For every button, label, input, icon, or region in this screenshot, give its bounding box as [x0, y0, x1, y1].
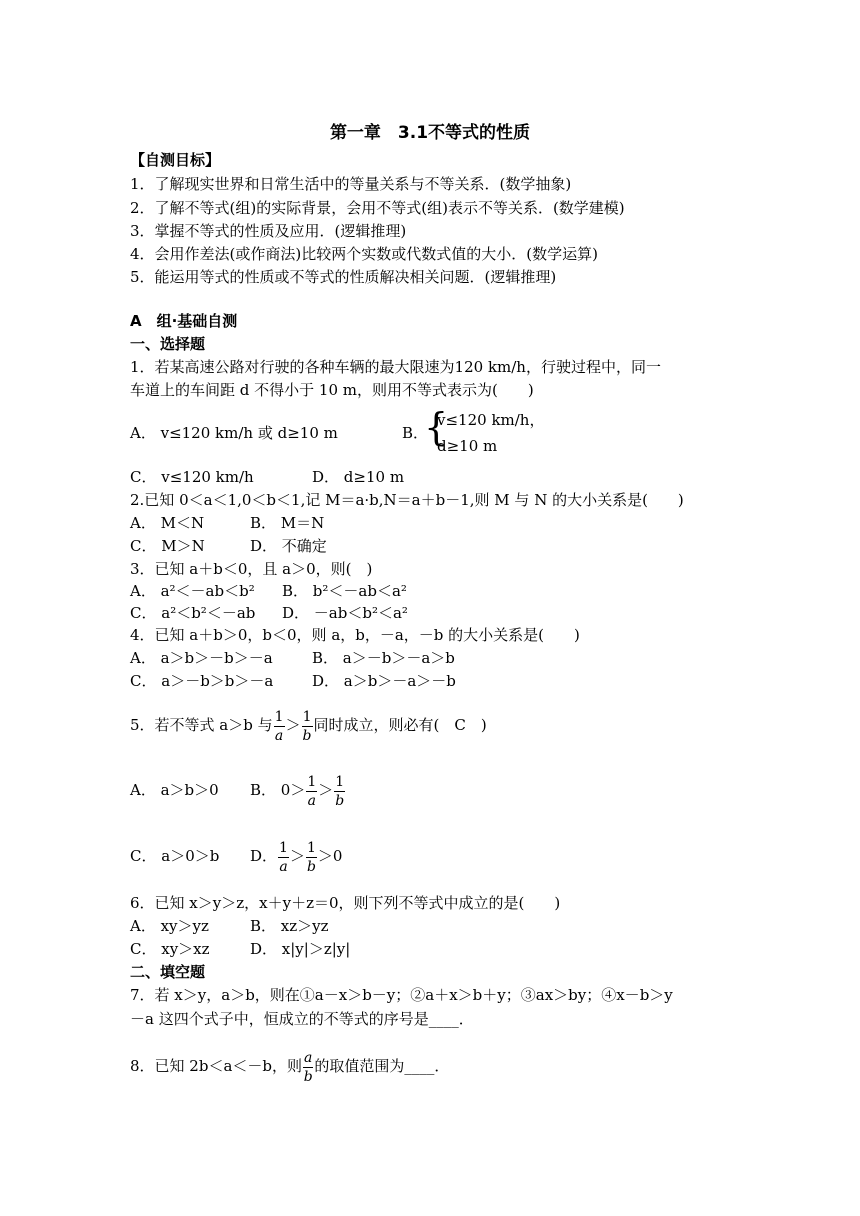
q4-option-a: A． a＞b＞－b＞－a	[130, 649, 273, 667]
q2-option-d: D． 不确定	[250, 537, 327, 555]
q5-option-d: D． $\frac{1}{a}$ ＞ $\frac{1}{b}$ ＞0	[250, 839, 343, 875]
question-4-stem: 4．已知 a＋b＞0，b＜0，则 a，b，－a，－b 的大小关系是( )	[130, 626, 580, 644]
question-6-stem: 6．已知 x＞y＞z，x＋y＋z＝0，则下列不等式中成立的是( )	[130, 894, 561, 912]
q5-option-c: C． a＞0＞b	[130, 847, 220, 865]
question-1-line2: 车道上的车间距 d 不得小于 10 m，则用不等式表示为( )	[130, 381, 534, 399]
objective-item: 4．会用作差法(或作商法)比较两个实数或代数式值的大小．(数学运算)	[130, 245, 598, 263]
question-3-stem: 3．已知 a＋b＜0，且 a＞0，则( )	[130, 560, 373, 578]
objectives-heading: 【自测目标】	[130, 151, 221, 169]
q1-option-c: C． v≤120 km/h	[130, 468, 254, 486]
question-7-line2: －a 这四个式子中，恒成立的不等式的序号是____．	[130, 1010, 474, 1028]
q4-option-d: D． a＞b＞－a＞－b	[312, 672, 456, 690]
fraction-1-over-b: $\frac{1}{b}$	[302, 708, 312, 744]
question-2-stem: 2.已知 0＜a＜1,0＜b＜1,记 M＝a·b,N＝a＋b－1,则 M 与 N 的大小关系是( )	[130, 491, 684, 509]
objective-item: 1．了解现实世界和日常生活中的等量关系与不等关系．(数学抽象)	[130, 175, 572, 193]
fraction-a-over-b: $\frac{a}{b}$	[303, 1049, 313, 1085]
q3-option-d: D． －ab＜b²＜a²	[282, 604, 408, 622]
q2-option-c: C． M＞N	[130, 537, 205, 555]
q5-stem-post: 同时成立，则必有( C )	[313, 716, 487, 734]
objective-item: 3．掌握不等式的性质及应用．(逻辑推理)	[130, 222, 407, 240]
page-title: 第一章 3.1不等式的性质	[329, 123, 531, 143]
q4-option-c: C． a＞－b＞b＞－a	[130, 672, 274, 690]
q6-option-b: B． xz＞yz	[250, 917, 329, 935]
q3-option-c: C． a²＜b²＜－ab	[130, 604, 256, 622]
objective-item: 5．能运用等式的性质或不等式的性质解决相关问题．(逻辑推理)	[130, 268, 557, 286]
question-8: 8．已知 2b＜a＜－b，则 $\frac{a}{b}$ 的取值范围为____．	[130, 1049, 450, 1085]
q6-option-d: D． x|y|＞z|y|	[250, 940, 351, 958]
question-7-line1: 7．若 x＞y，a＞b，则在①a－x＞b－y；②a＋x＞b＋y；③ax＞by；④x－b＞y	[130, 986, 673, 1004]
q5-stem-pre: 5．若不等式 a＞b 与	[130, 716, 273, 734]
q1-option-a: A． v≤120 km/h 或 d≥10 m	[130, 424, 338, 442]
q6-option-a: A． xy＞yz	[130, 917, 209, 935]
section-a-heading: A 组·基础自测	[130, 312, 238, 330]
q1-option-b-line1: v≤120 km/h，	[437, 411, 545, 429]
q5-option-a: A． a＞b＞0	[130, 781, 219, 799]
q4-option-b: B． a＞－b＞－a＞b	[312, 649, 455, 667]
objective-item: 2．了解不等式(组)的实际背景，会用不等式(组)表示不等关系．(数学建模)	[130, 199, 625, 217]
q3-option-a: A． a²＜－ab＜b²	[130, 582, 255, 600]
fraction-1-over-a: $\frac{1}{a}$	[274, 708, 284, 744]
q6-option-c: C． xy＞xz	[130, 940, 210, 958]
part1-heading: 一、选择题	[130, 335, 206, 353]
system-brace: {	[424, 405, 449, 449]
question-5-stem: 5．若不等式 a＞b 与 $\frac{1}{a}$ ＞ $\frac{1}{b}$ 同时成立，则必有( C )	[130, 708, 487, 744]
part2-heading: 二、填空题	[130, 963, 206, 981]
q2-option-b: B． M＝N	[250, 514, 325, 532]
q3-option-b: B． b²＜－ab＜a²	[282, 582, 407, 600]
q1-option-b-label: B．	[402, 424, 429, 442]
q1-option-b-line2: d≥10 m	[437, 437, 498, 455]
q1-option-d: D． d≥10 m	[312, 468, 405, 486]
q5-option-b: B． 0＞ $\frac{1}{a}$ ＞ $\frac{1}{b}$	[250, 773, 345, 809]
question-1-line1: 1．若某高速公路对行驶的各种车辆的最大限速为120 km/h，行驶过程中，同一	[130, 358, 661, 376]
q2-option-a: A． M＜N	[130, 514, 205, 532]
